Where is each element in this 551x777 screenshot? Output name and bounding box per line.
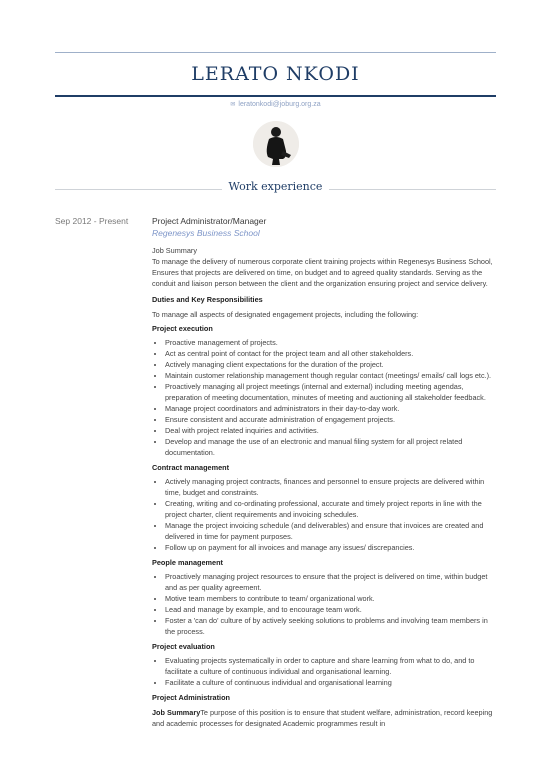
duties-intro: To manage all aspects of designated engagement projects, including the following: — [152, 310, 419, 319]
execution-heading: Project execution — [152, 324, 213, 333]
list-item: • Proactive management of projects. — [165, 337, 497, 348]
list-item: • Motive team members to contribute to team/ organizational work. — [165, 593, 497, 604]
section-title: Work experience — [228, 180, 323, 193]
people-list — [152, 571, 497, 637]
admin-summary-text: Te purpose of this position is to ensure that student welfare, administration, record keeping and academic processes for designated Academic programmes result in — [152, 708, 493, 728]
people-heading: People management — [152, 558, 223, 567]
work-experience-header — [55, 180, 496, 198]
list-item: • Maintain customer relationship management though regular contact (meetings/ emails/ call logs etc.). — [165, 370, 497, 381]
list-item: • Creating, writing and co-ordinating professional, accurate and timely project reports in line with the project charter, client requirements and invoicing schedules. — [165, 498, 497, 520]
list-item: • Facilitate a culture of continuous individual and organisational learning — [165, 677, 497, 688]
job-entry — [152, 216, 497, 729]
list-item: • Proactively managing all project meetings (internal and external) including meeting agendas, preparation of meeting documentation, minutes of meeting and auctioning all stakeholder feedback. — [165, 381, 497, 403]
list-item: • Follow up on payment for all invoices and manage any issues/ discrepancies. — [165, 542, 497, 553]
execution-list — [152, 337, 497, 458]
contact-line — [0, 101, 551, 108]
evaluation-list — [152, 655, 497, 688]
list-item: • Evaluating projects systematically in order to capture and share learning from what to do, and to facilitate a culture of continuous individual and organisational learning. — [165, 655, 497, 677]
list-item: • Proactively managing project resources to ensure that the project is delivered on time, within budget and as per quality agreement. — [165, 571, 497, 593]
admin-summary-label: Job Summary — [152, 708, 201, 717]
list-item: • Foster a 'can do' culture of by actively seeking solutions to problems and involving team members in the process. — [165, 615, 497, 637]
contract-list — [152, 476, 497, 553]
list-item: • Ensure consistent and accurate administration of engagement projects. — [165, 414, 497, 425]
top-rule — [55, 52, 496, 53]
avatar-photo — [253, 121, 299, 167]
summary-label: Job Summary — [152, 246, 198, 255]
job-dates: Sep 2012 - Present — [55, 216, 129, 226]
list-item: • Manage project coordinators and administrators in their day-to-day work. — [165, 403, 497, 414]
job-title: Project Administrator/Manager — [152, 216, 267, 226]
avatar — [253, 121, 299, 167]
list-item: • Actively managing client expectations for the duration of the project. — [165, 359, 497, 370]
contract-heading: Contract management — [152, 463, 230, 472]
list-item: • Develop and manage the use of an electronic and manual filing system for all project related documentation. — [165, 436, 497, 458]
list-item: • Manage the project invoicing schedule (and deliverables) and ensure that invoices are created and delivered in time for payment purposes. — [165, 520, 497, 542]
evaluation-heading: Project evaluation — [152, 642, 215, 651]
name-underline — [55, 95, 496, 97]
list-item: • Deal with project related inquiries and activities. — [165, 425, 497, 436]
employer-name: Regenesys Business School — [152, 228, 260, 238]
summary-text: To manage the delivery of numerous corporate client training projects within Regenesys Business School, Ensures that projects are delivered on time, on budget and to agreed quality standards. Serving as the conduit and liaison person between the client and the organization ensuring project and service delivery. — [152, 257, 493, 288]
list-item: • Act as central point of contact for the project team and all other stakeholders. — [165, 348, 497, 359]
email-link[interactable]: leratonkodi@joburg.org.za — [238, 101, 321, 108]
email-icon: ✉ — [230, 102, 236, 108]
list-item: • Lead and manage by example, and to encourage team work. — [165, 604, 497, 615]
admin-heading: Project Administration — [152, 693, 230, 702]
list-item: • Actively managing project contracts, finances and personnel to ensure projects are delivered within time, budget and constraints. — [165, 476, 497, 498]
admin-summary — [152, 707, 497, 729]
duties-heading: Duties and Key Responsibilities — [152, 295, 263, 304]
candidate-name: LERATO NKODI — [191, 63, 360, 85]
